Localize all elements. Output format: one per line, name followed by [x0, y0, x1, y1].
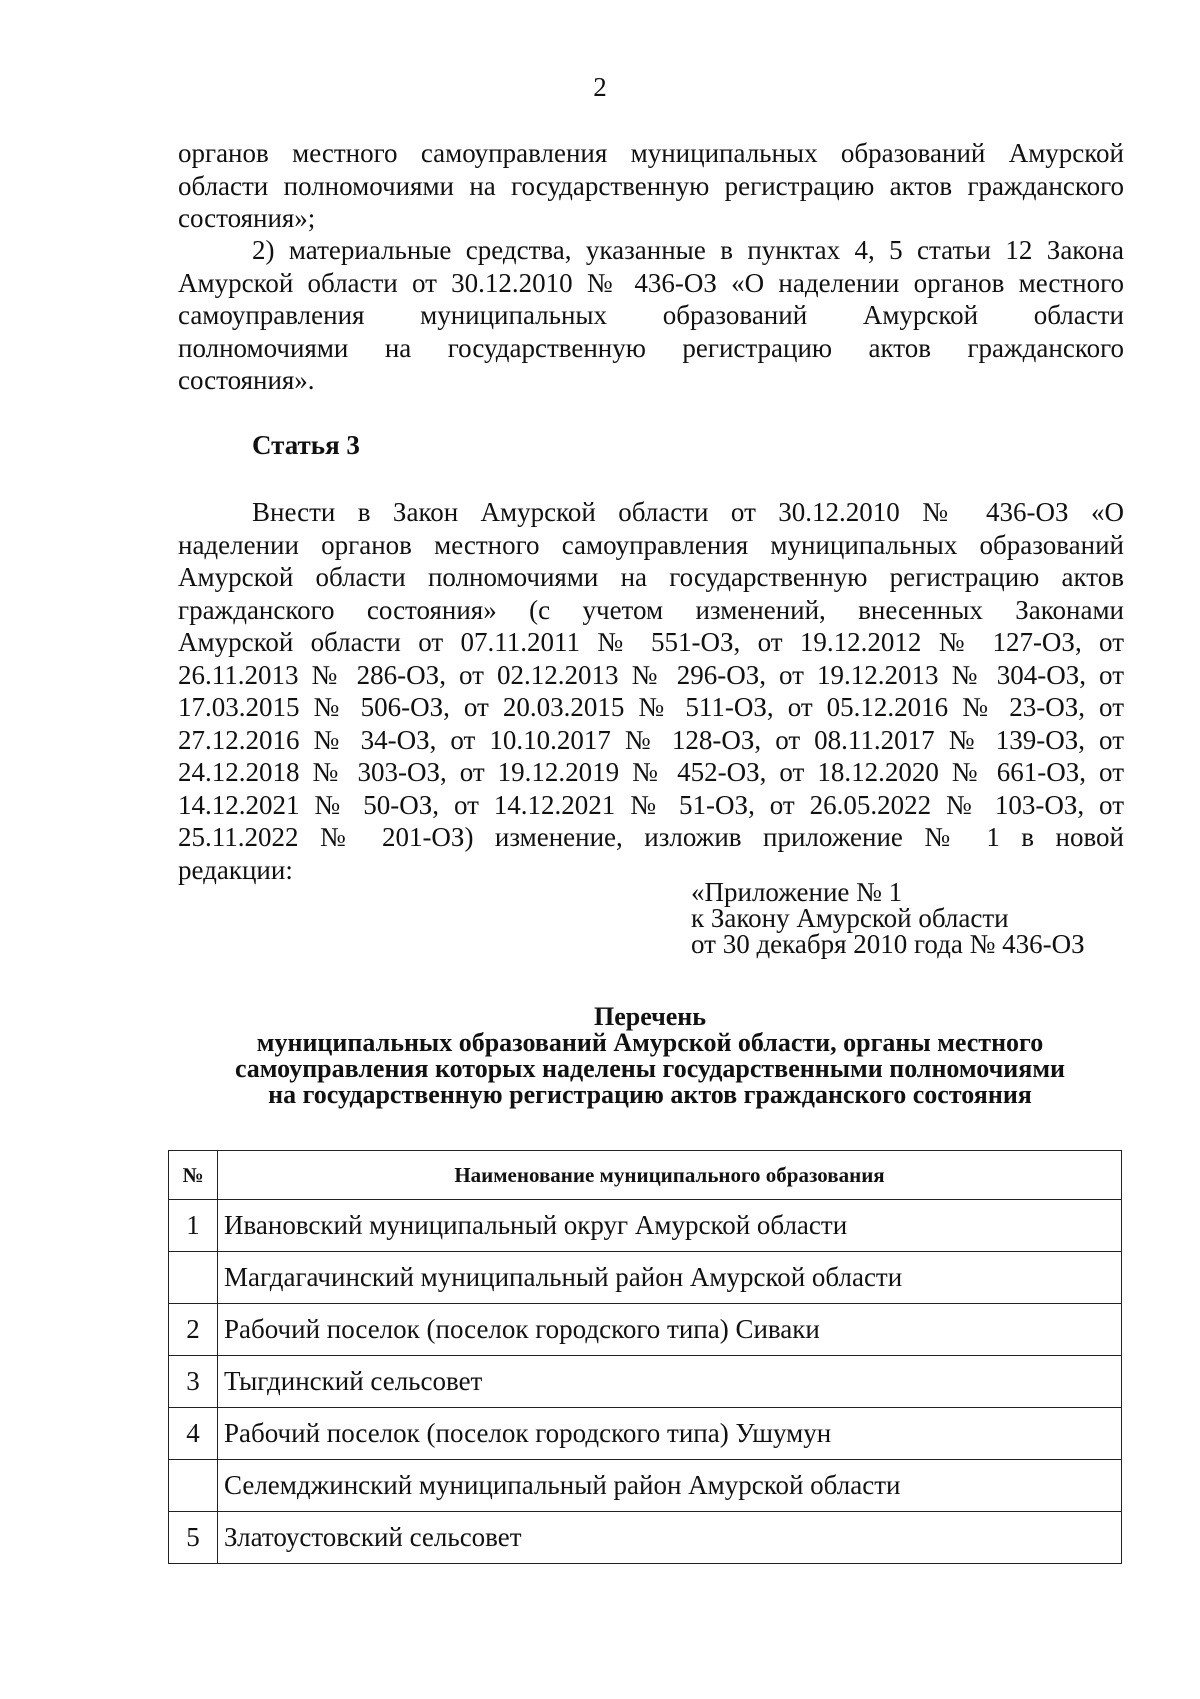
list-title-line: самоуправления которых наделены государственными полномочиями	[234, 1054, 1066, 1083]
paragraph-continuation	[178, 137, 1124, 235]
text-line: 2) материальные средства, указанные в пунктах 4, 5 статьи 12 Закона	[252, 235, 1124, 265]
row-name: Селемджинский муниципальный район Амурской области	[218, 1460, 1122, 1512]
text-line: наделении органов местного самоуправления муниципальных образований	[178, 529, 1124, 560]
table-row	[169, 1252, 1122, 1304]
row-name: Ивановский муниципальный округ Амурской области	[218, 1200, 1122, 1252]
municipalities-table	[168, 1150, 1122, 1564]
row-number: 3	[169, 1356, 218, 1408]
appendix-reference	[691, 879, 1085, 957]
appendix-ref-line: от 30 декабря 2010 года № 436-ОЗ	[691, 929, 1085, 959]
row-number	[169, 1460, 218, 1512]
table-row	[169, 1460, 1122, 1512]
text-line: состояния».	[178, 365, 315, 395]
text-line: Амурской области от 30.12.2010 № 436-ОЗ «О наделении органов местного	[178, 267, 1124, 298]
article-3-body	[178, 496, 1124, 886]
row-name: Рабочий поселок (поселок городского типа) Ушумун	[218, 1408, 1122, 1460]
text-line: 25.11.2022 № 201-ОЗ) изменение, изложив приложение № 1 в новой	[178, 822, 1124, 852]
row-number: 1	[169, 1200, 218, 1252]
text-line: состояния»;	[178, 203, 316, 233]
text-line: 24.12.2018 № 303-ОЗ, от 19.12.2019 № 452-ОЗ, от 18.12.2020 № 661-ОЗ, от	[178, 757, 1124, 787]
row-name: Рабочий поселок (поселок городского типа) Сиваки	[218, 1304, 1122, 1356]
header-name: Наименование муниципального образования	[218, 1151, 1122, 1200]
text-line: 17.03.2015 № 506-ОЗ, от 20.03.2015 № 511-ОЗ, от 05.12.2016 № 23-ОЗ, от	[178, 692, 1124, 722]
row-number: 4	[169, 1408, 218, 1460]
row-number: 2	[169, 1304, 218, 1356]
list-title-line: муниципальных образований Амурской области, органы местного	[256, 1028, 1044, 1057]
text-line: полномочиями на государственную регистрацию актов гражданского	[178, 332, 1124, 363]
page-number: 2	[593, 72, 607, 102]
list-title-line: Перечень	[593, 1002, 707, 1031]
list-title	[160, 1004, 1140, 1108]
text-line: 14.12.2021 № 50-ОЗ, от 14.12.2021 № 51-ОЗ, от 26.05.2022 № 103-ОЗ, от	[178, 789, 1124, 820]
row-number	[169, 1252, 218, 1304]
paragraph-item-2	[178, 234, 1124, 397]
table-row	[169, 1304, 1122, 1356]
text-line: 27.12.2016 № 34-ОЗ, от 10.10.2017 № 128-ОЗ, от 08.11.2017 № 139-ОЗ, от	[178, 724, 1124, 755]
text-line: редакции:	[178, 854, 293, 885]
text-line: области полномочиями на государственную регистрацию актов гражданского	[178, 170, 1124, 201]
text-line: гражданского состояния» (с учетом изменений, внесенных Законами	[178, 594, 1124, 625]
article-heading: Статья 3	[252, 430, 360, 460]
table-row	[169, 1512, 1122, 1564]
text-line: Внести в Закон Амурской области от 30.12.2010 № 436-ОЗ «О	[252, 497, 1124, 527]
table-row	[169, 1408, 1122, 1460]
text-line: Амурской области от 07.11.2011 № 551-ОЗ, от 19.12.2012 № 127-ОЗ, от	[178, 627, 1124, 657]
text-line: органов местного самоуправления муниципальных образований Амурской	[178, 138, 1124, 168]
row-name: Магдагачинский муниципальный район Амурской области	[218, 1252, 1122, 1304]
text-line: Амурской области полномочиями на государственную регистрацию актов	[178, 562, 1124, 592]
row-name: Златоустовский сельсовет	[218, 1512, 1122, 1564]
text-line: 26.11.2013 № 286-ОЗ, от 02.12.2013 № 296-ОЗ, от 19.12.2013 № 304-ОЗ, от	[178, 659, 1124, 690]
appendix-ref-line: к Закону Амурской области	[691, 903, 1009, 933]
table-header-row	[169, 1151, 1122, 1200]
list-title-line: на государственную регистрацию актов гражданского состояния	[268, 1080, 1032, 1109]
appendix-ref-line: «Приложение № 1	[691, 877, 903, 907]
text-line: самоуправления муниципальных образований Амурской области	[178, 300, 1124, 330]
row-number: 5	[169, 1512, 218, 1564]
table-row	[169, 1356, 1122, 1408]
table-row	[169, 1200, 1122, 1252]
row-name: Тыгдинский сельсовет	[218, 1356, 1122, 1408]
header-number: №	[169, 1151, 218, 1200]
